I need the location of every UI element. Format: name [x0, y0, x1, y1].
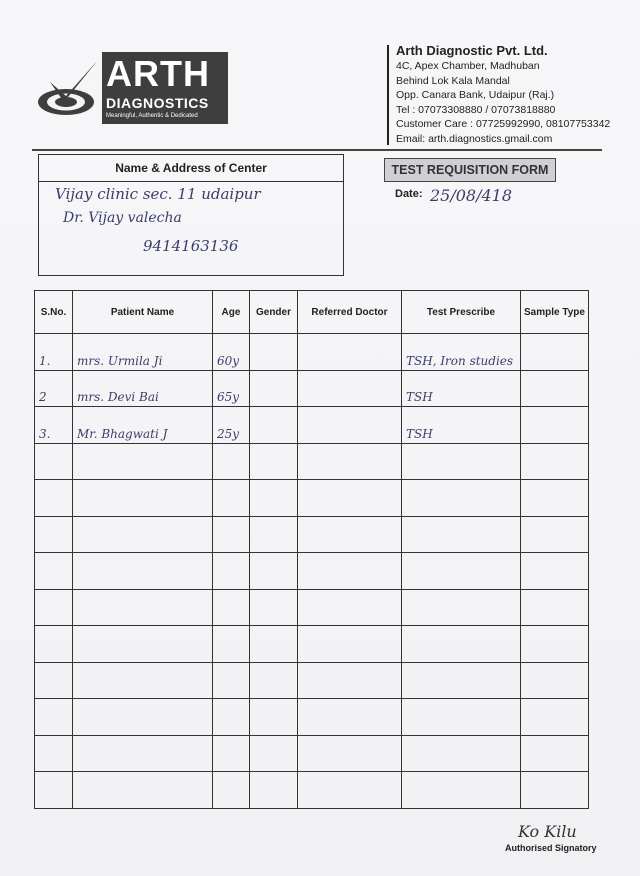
- cell-gender: [250, 370, 298, 407]
- company-logo: [36, 48, 236, 128]
- cell-test-prescribe: [402, 589, 521, 626]
- address-line: Behind Lok Kala Mandal: [396, 74, 510, 87]
- cell-sno: [35, 334, 73, 371]
- cell-gender: [250, 553, 298, 590]
- cell-gender: [250, 589, 298, 626]
- table-row: [35, 662, 589, 699]
- address-line: 4C, Apex Chamber, Madhuban: [396, 60, 540, 72]
- date-value: 25/08/418: [430, 186, 513, 205]
- table-row: [35, 772, 589, 809]
- cell-gender: [250, 516, 298, 553]
- cell-referred-doctor: [298, 370, 402, 407]
- cell-sno: [35, 480, 73, 517]
- cell-gender: [250, 443, 298, 480]
- target-check-icon: [36, 58, 102, 120]
- cell-test-prescribe: [402, 735, 521, 772]
- cell-sample-type: [521, 516, 589, 553]
- cell-sample-type: [521, 407, 589, 444]
- cell-sample-type: [521, 662, 589, 699]
- cell-age: [213, 553, 250, 590]
- center-line-1: Vijay clinic sec. 11 udaipur: [55, 185, 261, 203]
- cell-test-prescribe: [402, 553, 521, 590]
- sno-value: 2: [39, 390, 47, 404]
- center-phone: 9414163136: [143, 237, 239, 255]
- cell-referred-doctor: [298, 334, 402, 371]
- cell-sample-type: [521, 334, 589, 371]
- col-header-age: Age: [213, 291, 250, 334]
- cell-sample-type: [521, 735, 589, 772]
- table-row: [35, 370, 589, 407]
- age-value: 60y: [217, 353, 240, 368]
- cell-patient-name: [73, 626, 213, 663]
- table-row: [35, 626, 589, 663]
- cell-age: [213, 370, 250, 407]
- cell-sample-type: [521, 443, 589, 480]
- cell-age: [213, 699, 250, 736]
- cell-test-prescribe: [402, 516, 521, 553]
- center-address-box: [38, 154, 344, 276]
- header-divider: [387, 45, 389, 145]
- cell-test-prescribe: [402, 370, 521, 407]
- sno-value: 1.: [39, 353, 51, 368]
- patient-table: [34, 290, 589, 809]
- table-row: [35, 480, 589, 517]
- col-header-patient-name: Patient Name: [73, 291, 213, 334]
- cell-sno: [35, 735, 73, 772]
- cell-age: [213, 626, 250, 663]
- table-row: [35, 334, 589, 371]
- col-header-test-prescribe: Test Prescribe: [402, 291, 521, 334]
- cell-gender: [250, 334, 298, 371]
- signature-scrawl: Ko Kilu: [518, 822, 577, 841]
- cell-gender: [250, 735, 298, 772]
- cell-patient-name: [73, 516, 213, 553]
- cell-sample-type: [521, 370, 589, 407]
- form-title: TEST REQUISITION FORM: [384, 158, 556, 182]
- cell-referred-doctor: [298, 407, 402, 444]
- cell-sno: [35, 516, 73, 553]
- cell-sno: [35, 553, 73, 590]
- logo-tagline: Meaningful, Authentic & Dedicated: [106, 113, 198, 119]
- date-label: Date:: [395, 188, 423, 200]
- center-line-2: Dr. Vijay valecha: [63, 210, 182, 226]
- cell-patient-name: [73, 772, 213, 809]
- cell-sno: [35, 443, 73, 480]
- patient-name-value: Mr. Bhagwati J: [77, 426, 168, 441]
- cell-sno: [35, 772, 73, 809]
- cell-referred-doctor: [298, 626, 402, 663]
- cell-test-prescribe: [402, 407, 521, 444]
- cell-referred-doctor: [298, 662, 402, 699]
- header-rule: [32, 149, 602, 151]
- cell-gender: [250, 407, 298, 444]
- cell-sno: [35, 407, 73, 444]
- test-prescribe-value: TSH: [406, 426, 433, 441]
- center-box-title: Name & Address of Center: [39, 155, 343, 182]
- cell-patient-name: [73, 662, 213, 699]
- cell-gender: [250, 699, 298, 736]
- company-name: Arth Diagnostic Pvt. Ltd.: [396, 43, 548, 58]
- cell-age: [213, 407, 250, 444]
- cell-referred-doctor: [298, 772, 402, 809]
- cell-sample-type: [521, 589, 589, 626]
- sno-value: 3.: [39, 426, 51, 441]
- cell-test-prescribe: [402, 334, 521, 371]
- cell-referred-doctor: [298, 699, 402, 736]
- cell-age: [213, 516, 250, 553]
- table-row: [35, 553, 589, 590]
- cell-test-prescribe: [402, 662, 521, 699]
- col-header-gender: Gender: [250, 291, 298, 334]
- cell-patient-name: [73, 443, 213, 480]
- cell-test-prescribe: [402, 626, 521, 663]
- cell-patient-name: [73, 407, 213, 444]
- cell-referred-doctor: [298, 480, 402, 517]
- cell-sno: [35, 626, 73, 663]
- cell-sno: [35, 699, 73, 736]
- cell-patient-name: [73, 553, 213, 590]
- cell-sample-type: [521, 699, 589, 736]
- age-value: 25y: [217, 426, 240, 441]
- cell-test-prescribe: [402, 699, 521, 736]
- table-row: [35, 699, 589, 736]
- cell-patient-name: [73, 699, 213, 736]
- cell-age: [213, 589, 250, 626]
- logo-word: ARTH: [106, 53, 210, 94]
- cell-patient-name: [73, 480, 213, 517]
- phone-line: Tel : 07073308880 / 07073818880: [396, 103, 556, 116]
- company-info: [396, 43, 610, 146]
- cell-referred-doctor: [298, 589, 402, 626]
- cell-sample-type: [521, 480, 589, 517]
- test-prescribe-value: TSH, Iron studies: [406, 353, 514, 368]
- cell-sno: [35, 589, 73, 626]
- table-row: [35, 589, 589, 626]
- col-header-referred-doctor: Referred Doctor: [298, 291, 402, 334]
- cell-patient-name: [73, 370, 213, 407]
- cell-referred-doctor: [298, 516, 402, 553]
- address-line: Opp. Canara Bank, Udaipur (Raj.): [396, 89, 555, 101]
- col-header-sample-type: Sample Type: [521, 291, 589, 334]
- cell-referred-doctor: [298, 735, 402, 772]
- patient-name-value: mrs. Devi Bai: [77, 390, 159, 404]
- table-row: [35, 443, 589, 480]
- cell-gender: [250, 772, 298, 809]
- logo-subtitle: DIAGNOSTICS: [106, 95, 209, 111]
- cell-age: [213, 662, 250, 699]
- cell-patient-name: [73, 735, 213, 772]
- table-header-row: [35, 291, 589, 334]
- cell-age: [213, 443, 250, 480]
- cell-referred-doctor: [298, 443, 402, 480]
- cell-sno: [35, 370, 73, 407]
- email-line: Email: arth.diagnostics.gmail.com: [396, 132, 553, 145]
- table-row: [35, 407, 589, 444]
- cell-gender: [250, 626, 298, 663]
- cell-gender: [250, 480, 298, 517]
- customer-care-line: Customer Care : 07725992990, 08107753342: [396, 118, 611, 130]
- cell-sample-type: [521, 772, 589, 809]
- cell-test-prescribe: [402, 480, 521, 517]
- cell-test-prescribe: [402, 443, 521, 480]
- authorised-signatory-label: Authorised Signatory: [505, 843, 597, 853]
- cell-gender: [250, 662, 298, 699]
- cell-age: [213, 334, 250, 371]
- cell-sample-type: [521, 626, 589, 663]
- col-header-sno: S.No.: [35, 291, 73, 334]
- cell-patient-name: [73, 589, 213, 626]
- table-row: [35, 516, 589, 553]
- age-value: 65y: [217, 390, 240, 404]
- cell-test-prescribe: [402, 772, 521, 809]
- cell-age: [213, 735, 250, 772]
- cell-age: [213, 772, 250, 809]
- patient-name-value: mrs. Urmila Ji: [77, 353, 163, 368]
- cell-patient-name: [73, 334, 213, 371]
- table-row: [35, 735, 589, 772]
- test-prescribe-value: TSH: [406, 390, 433, 404]
- cell-sample-type: [521, 553, 589, 590]
- cell-age: [213, 480, 250, 517]
- cell-sno: [35, 662, 73, 699]
- cell-referred-doctor: [298, 553, 402, 590]
